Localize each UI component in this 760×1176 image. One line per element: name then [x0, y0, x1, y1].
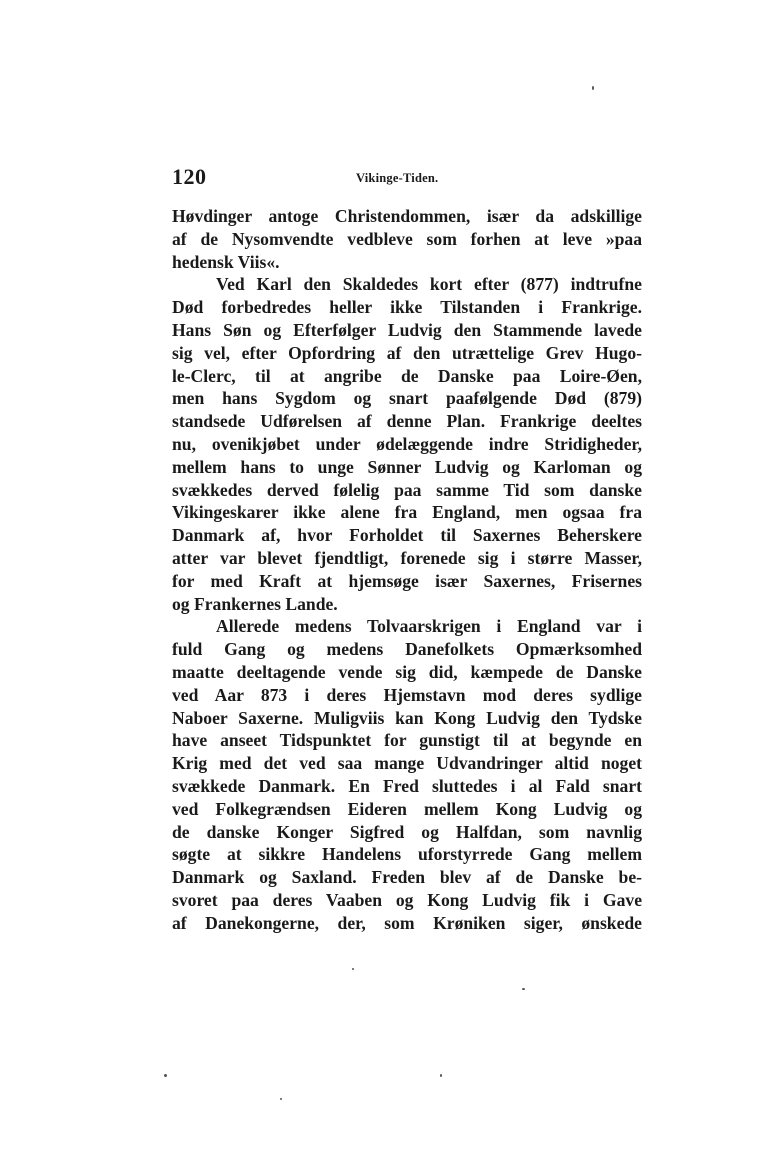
text-line: svækkedes derved følelig paa samme Tid som danske: [172, 479, 642, 500]
text-line: nu, ovenikjøbet under ødelæggende indre Stridigheder,: [172, 433, 642, 454]
text-line: Allerede medens Tolvaarskrigen i England var i: [216, 616, 642, 637]
text-line: hedensk Viis«.: [172, 251, 280, 272]
page-header: [172, 164, 642, 192]
scan-speck: [164, 1074, 167, 1077]
text-line: standsede Udførelsen af denne Plan. Frankrige deeltes: [172, 411, 642, 432]
page-number: 120: [172, 164, 207, 189]
text-line: le-Clerc, til at angribe de Danske paa Loire-Øen,: [172, 365, 642, 386]
running-head: Vikinge-Tiden.: [356, 171, 439, 185]
text-line: Død forbedredes heller ikke Tilstanden i Frankrige.: [172, 297, 642, 318]
scan-speck: [352, 968, 354, 970]
text-line: Vikingeskarer ikke alene fra England, men ogsaa fra: [172, 502, 642, 523]
text-line: og Frankernes Lande.: [172, 593, 338, 614]
text-line: Hans Søn og Efterfølger Ludvig den Stammende lavede: [172, 319, 642, 340]
text-line: af de Nysomvendte vedbleve som forhen at leve »paa: [172, 228, 642, 249]
text-line: Ved Karl den Skaldedes kort efter (877) indtrufne: [216, 274, 642, 295]
scan-speck: [522, 988, 525, 990]
body-text: [172, 205, 642, 935]
text-line: de danske Konger Sigfred og Halfdan, som navnlig: [172, 821, 642, 842]
text-line: sig vel, efter Opfordring af den utrættelige Grev Hugo-: [172, 342, 642, 363]
text-line: Krig med det ved saa mange Udvandringer altid noget: [172, 753, 642, 774]
text-line: Høvdinger antoge Christendommen, især da adskillige: [172, 206, 642, 226]
text-line: Naboer Saxerne. Muligviis kan Kong Ludvig den Tydske: [172, 707, 642, 728]
text-line: atter var blevet fjendtligt, forenede sig i større Masser,: [172, 547, 642, 568]
text-line: fuld Gang og medens Danefolkets Opmærksomhed: [172, 639, 642, 660]
text-line: maatte deeltagende vende sig did, kæmpede de Danske: [172, 661, 642, 682]
text-line: have anseet Tidspunktet for gunstigt til at begynde en: [172, 730, 642, 751]
text-line: svoret paa deres Vaaben og Kong Ludvig fik i Gave: [172, 889, 642, 910]
text-line: ved Folkegrændsen Eideren mellem Kong Ludvig og: [172, 798, 642, 819]
text-line: Danmark af, hvor Forholdet til Saxernes Beherskere: [172, 525, 642, 546]
text-line: men hans Sygdom og snart paafølgende Død (879): [172, 388, 642, 409]
scan-speck: [280, 1098, 282, 1100]
scan-speck: [440, 1074, 442, 1077]
text-line: Danmark og Saxland. Freden blev af de Danske be-: [172, 867, 642, 888]
text-line: for med Kraft at hjemsøge især Saxernes, Frisernes: [172, 570, 642, 591]
text-line: søgte at sikkre Handelens uforstyrrede Gang mellem: [172, 844, 642, 865]
scan-speck: [592, 86, 594, 90]
text-line: af Danekongerne, der, som Krøniken siger, ønskede: [172, 912, 642, 933]
text-line: ved Aar 873 i deres Hjemstavn mod deres sydlige: [172, 684, 642, 705]
text-line: mellem hans to unge Sønner Ludvig og Karloman og: [172, 456, 642, 477]
text-line: svækkede Danmark. En Fred sluttedes i al Fald snart: [172, 775, 642, 796]
